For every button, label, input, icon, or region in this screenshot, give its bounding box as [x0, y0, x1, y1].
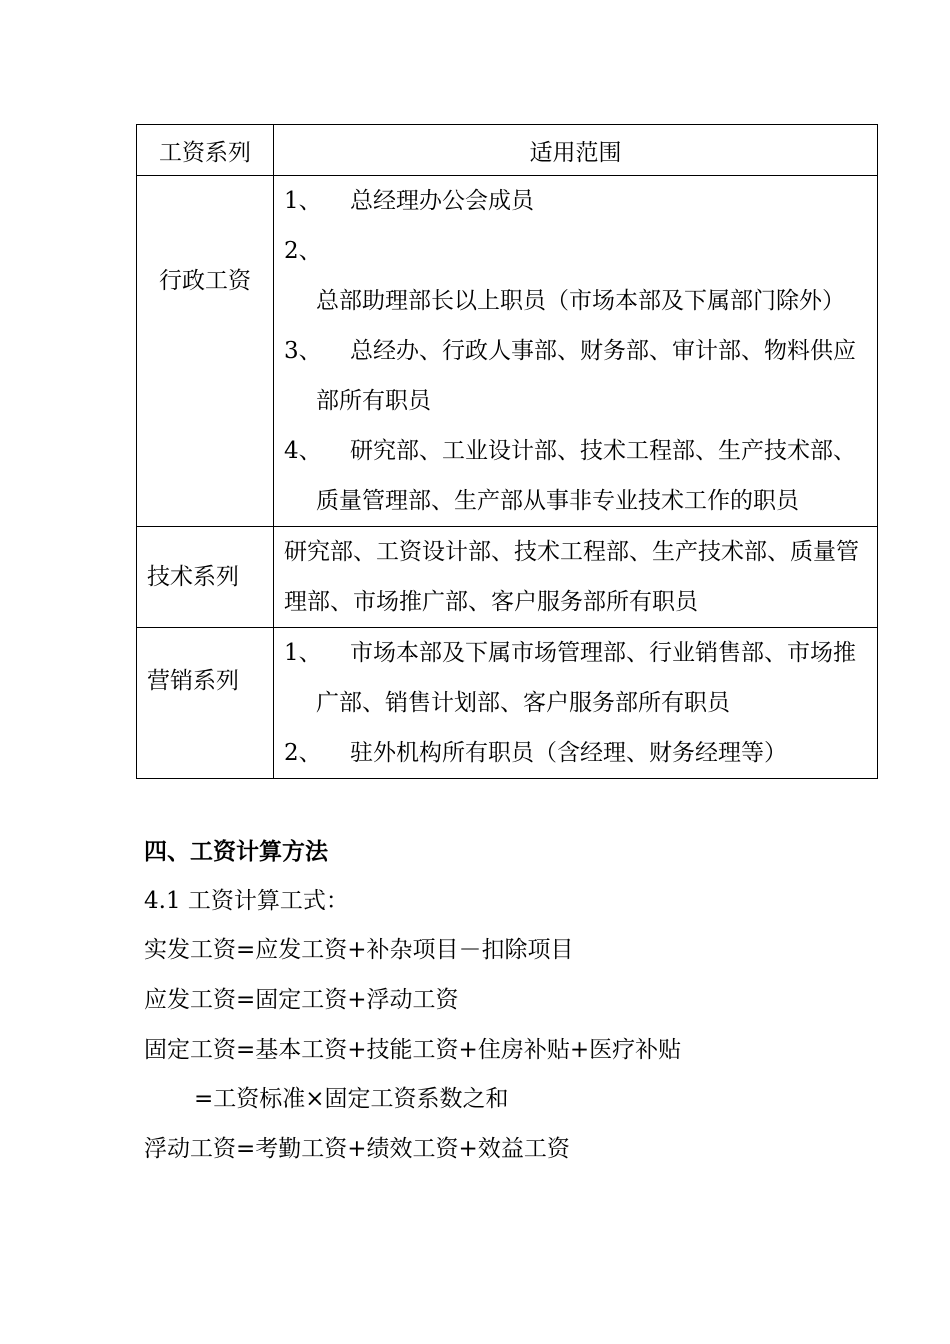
series-technical: 技术系列: [137, 527, 274, 628]
formula-line: 浮动工资=考勤工资+绩效工资+效益工资: [144, 1136, 570, 1162]
item-text: 总经办、行政人事部、财务部、审计部、物料供应部所有职员: [316, 338, 856, 414]
item-text: 总经理办公会成员: [350, 188, 534, 214]
salary-series-table: [136, 124, 878, 779]
item-text: 市场本部及下属市场管理部、行业销售部、市场推广部、销售计划部、客户服务部所有职员: [316, 640, 856, 716]
table-row: [137, 176, 878, 527]
formula-line: 固定工资=基本工资+技能工资+住房补贴+医疗补贴: [144, 1037, 682, 1063]
series-admin: 行政工资: [137, 176, 274, 527]
table-header-row: [137, 125, 878, 176]
list-item: [284, 426, 869, 526]
table-row: [137, 628, 878, 779]
series-marketing: 营销系列: [137, 628, 274, 779]
formula-line: 应发工资=固定工资+浮动工资: [144, 987, 459, 1013]
item-number: 1、: [284, 188, 322, 214]
table-row: [137, 527, 878, 628]
scope-technical: [274, 527, 878, 628]
scope-marketing: [274, 628, 878, 779]
formula-line: =工资标准×固定工资系数之和: [194, 1086, 509, 1112]
scope-admin: [274, 176, 878, 527]
formula-line: 实发工资=应发工资+补杂项目－扣除项目: [144, 937, 574, 963]
list-item: [284, 326, 869, 426]
item-number: 1、: [284, 640, 322, 666]
item-number: 2、: [284, 740, 322, 766]
list-item: [284, 728, 869, 778]
header-scope: 适用范围: [274, 125, 878, 176]
list-item: [284, 226, 869, 326]
scope-text: 研究部、工资设计部、技术工程部、生产技术部、质量管理部、市场推广部、客户服务部所有职员: [284, 539, 859, 615]
list-item: [284, 176, 869, 226]
item-number: 3、: [284, 338, 322, 364]
item-number: 4、: [284, 438, 322, 464]
section-subheading: 4.1 工资计算工式：: [144, 888, 349, 914]
list-item: [284, 628, 869, 728]
item-text: 驻外机构所有职员（含经理、财务经理等）: [350, 740, 787, 766]
header-series: 工资系列: [137, 125, 274, 176]
item-text: 总部助理部长以上职员（市场本部及下属部门除外）: [316, 288, 845, 314]
item-text: 研究部、工业设计部、技术工程部、生产技术部、质量管理部、生产部从事非专业技术工作的职员: [316, 438, 856, 514]
item-number: 2、: [284, 238, 322, 264]
section-heading: 四、工资计算方法: [144, 838, 328, 865]
